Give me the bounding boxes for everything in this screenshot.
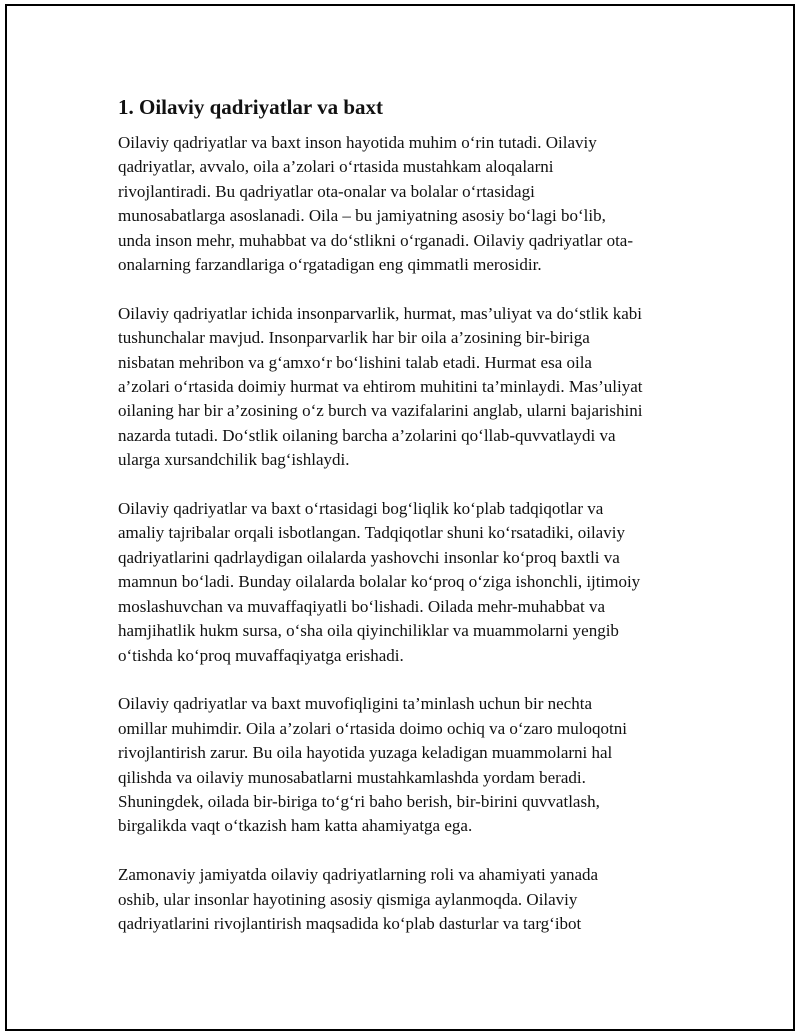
paragraph-3 [118,497,690,668]
text-line: rivojlantiradi. Bu qadriyatlar ota-onalar va bolalar o‘rtasidagi [118,181,535,201]
text-line: munosabatlarga asoslanadi. Oila – bu jamiyatning asosiy bo‘lagi bo‘lib, [118,206,606,226]
text-line: qadriyatlar, avvalo, oila a’zolari o‘rtasida mustahkam aloqalarni [118,157,554,177]
text-line: rivojlantirish zarur. Bu oila hayotida yuzaga keladigan muammolarni hal [118,743,613,763]
text-line: oilaning har bir a’zosining o‘z burch va vazifalarini anglab, ularni bajarishini [118,401,643,421]
paragraph-2 [118,302,690,473]
paragraph-1 [118,131,690,277]
document-body [118,93,690,961]
text-line: qilishda va oilaviy munosabatlarni mustahkamlashda yordam beradi. [118,767,586,787]
text-line: onalarning farzandlariga o‘rgatadigan eng qimmatli merosidir. [118,255,542,275]
paragraph-4 [118,692,690,838]
text-line: tushunchalar mavjud. Insonparvarlik har bir oila a’zosining bir-biriga [118,328,590,348]
text-line: a’zolari o‘rtasida doimiy hurmat va ehtirom muhitini ta’minlaydi. Mas’uliyat [118,377,643,397]
text-line: oshib, ular insonlar hayotining asosiy qismiga aylanmoqda. Oilaviy [118,889,578,909]
text-line: Oilaviy qadriyatlar ichida insonparvarlik, hurmat, mas’uliyat va do‘stlik kabi [118,303,643,323]
text-line: Shuningdek, oilada bir-biriga to‘g‘ri baho berish, bir-birini quvvatlash, [118,791,600,811]
text-line: mamnun bo‘ladi. Bunday oilalarda bolalar ko‘proq o‘ziga ishonchli, ijtimoiy [118,572,641,592]
section-heading: 1. Oilaviy qadriyatlar va baxt [118,95,384,119]
text-line: Oilaviy qadriyatlar va baxt o‘rtasidagi bog‘liqlik ko‘plab tadqiqotlar va [118,499,604,519]
text-line: qadriyatlarini rivojlantirish maqsadida ko‘plab dasturlar va targ‘ibot [118,913,582,933]
text-line: Zamonaviy jamiyatda oilaviy qadriyatlarning roli va ahamiyati yanada [118,865,599,885]
paragraph-5 [118,863,690,936]
text-line: hamjihatlik hukm sursa, o‘sha oila qiyinchiliklar va muammolarni yengib [118,621,619,641]
text-line: birgalikda vaqt o‘tkazish ham katta ahamiyatga ega. [118,816,473,836]
text-line: ularga xursandchilik bag‘ishlaydi. [118,450,350,470]
text-line: nisbatan mehribon va g‘amxo‘r bo‘lishini talab etadi. Hurmat esa oila [118,352,592,372]
text-line: nazarda tutadi. Do‘stlik oilaning barcha a’zolarini qo‘llab-quvvatlaydi va [118,425,616,445]
text-line: qadriyatlarini qadrlaydigan oilalarda yashovchi insonlar ko‘proq baxtli va [118,547,620,567]
text-line: unda inson mehr, muhabbat va do‘stlikni o‘rganadi. Oilaviy qadriyatlar ota- [118,230,634,250]
text-line: amaliy tajribalar orqali isbotlangan. Tadqiqotlar shuni ko‘rsatadiki, oilaviy [118,523,625,543]
text-line: moslashuvchan va muvaffaqiyatli bo‘lishadi. Oilada mehr-muhabbat va [118,596,606,616]
text-line: Oilaviy qadriyatlar va baxt muvofiqligini ta’minlash uchun bir nechta [118,694,592,714]
text-line: Oilaviy qadriyatlar va baxt inson hayotida muhim o‘rin tutadi. Oilaviy [118,133,597,152]
text-line: o‘tishda ko‘proq muvaffaqiyatga erishadi. [118,645,404,665]
text-line: omillar muhimdir. Oila a’zolari o‘rtasida doimo ochiq va o‘zaro muloqotni [118,718,627,738]
